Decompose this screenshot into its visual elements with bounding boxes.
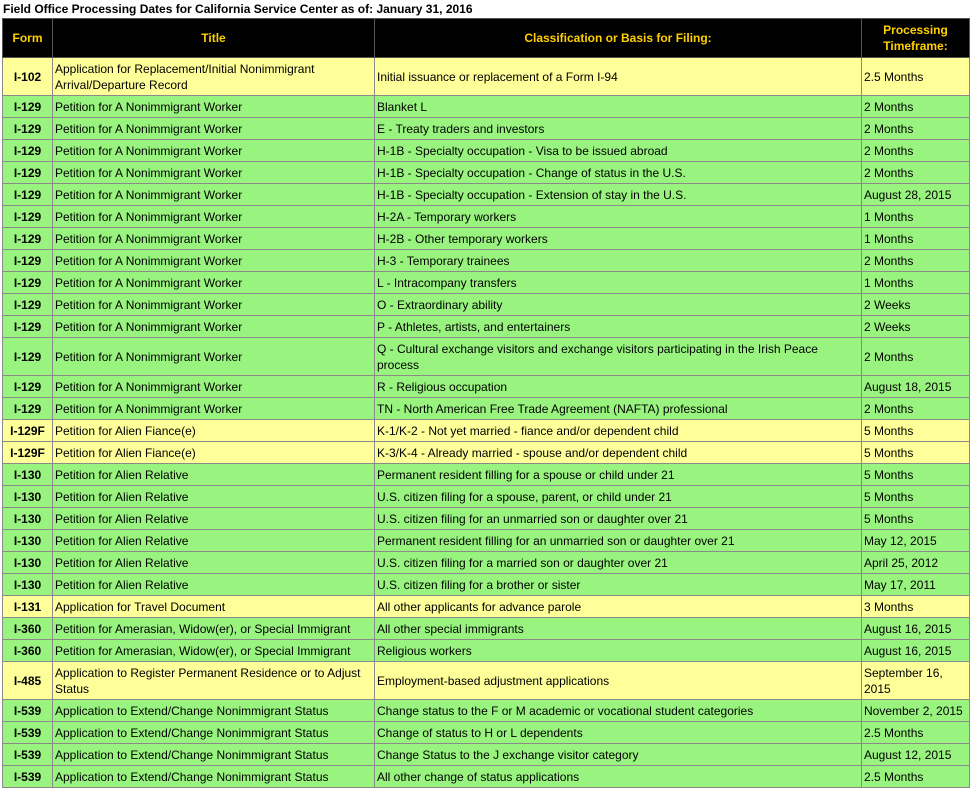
cell-timeframe: 2 Months [862,140,970,162]
cell-timeframe: May 12, 2015 [862,530,970,552]
cell-timeframe: August 16, 2015 [862,640,970,662]
cell-form: I-130 [3,552,53,574]
cell-timeframe: 2.5 Months [862,58,970,96]
table-row [3,96,970,118]
table-row [3,376,970,398]
table-row [3,58,970,96]
table-row [3,338,970,376]
cell-classification: Employment-based adjustment applications [375,662,862,700]
table-row [3,316,970,338]
cell-title: Petition for Alien Relative [53,464,375,486]
cell-timeframe: 2.5 Months [862,722,970,744]
table-row [3,206,970,228]
cell-form: I-129 [3,162,53,184]
cell-title: Petition for Amerasian, Widow(er), or Special Immigrant [53,640,375,662]
cell-timeframe: 2 Weeks [862,316,970,338]
cell-timeframe: August 16, 2015 [862,618,970,640]
cell-form: I-130 [3,574,53,596]
cell-timeframe: 3 Months [862,596,970,618]
table-body [3,58,970,788]
cell-title: Petition for Alien Relative [53,486,375,508]
cell-form: I-129 [3,206,53,228]
cell-timeframe: August 28, 2015 [862,184,970,206]
cell-timeframe: 1 Months [862,206,970,228]
cell-timeframe: September 16, 2015 [862,662,970,700]
cell-form: I-539 [3,722,53,744]
cell-timeframe: 5 Months [862,464,970,486]
cell-title: Application to Register Permanent Residence or to Adjust Status [53,662,375,700]
table-row [3,442,970,464]
cell-form: I-130 [3,464,53,486]
cell-classification: All other change of status applications [375,766,862,788]
table-row [3,596,970,618]
table-header-row [3,19,970,58]
cell-classification: P - Athletes, artists, and entertainers [375,316,862,338]
cell-form: I-129 [3,228,53,250]
cell-title: Petition for Alien Relative [53,508,375,530]
cell-title: Petition for Alien Fiance(e) [53,442,375,464]
cell-title: Application to Extend/Change Nonimmigrant Status [53,722,375,744]
cell-title: Petition for Alien Relative [53,530,375,552]
cell-form: I-102 [3,58,53,96]
cell-timeframe: May 17, 2011 [862,574,970,596]
cell-classification: O - Extraordinary ability [375,294,862,316]
table-row [3,118,970,140]
cell-title: Petition for A Nonimmigrant Worker [53,398,375,420]
table-row [3,486,970,508]
cell-timeframe: 1 Months [862,228,970,250]
table-row [3,766,970,788]
cell-classification: H-1B - Specialty occupation - Extension of stay in the U.S. [375,184,862,206]
cell-form: I-129 [3,338,53,376]
cell-title: Petition for Alien Relative [53,574,375,596]
cell-timeframe: 2 Months [862,118,970,140]
cell-timeframe: November 2, 2015 [862,700,970,722]
table-row [3,272,970,294]
cell-form: I-130 [3,508,53,530]
table-row [3,228,970,250]
cell-title: Petition for A Nonimmigrant Worker [53,184,375,206]
cell-classification: E - Treaty traders and investors [375,118,862,140]
table-row [3,700,970,722]
cell-title: Application for Replacement/Initial Nonimmigrant Arrival/Departure Record [53,58,375,96]
cell-timeframe: August 12, 2015 [862,744,970,766]
cell-timeframe: 2 Months [862,338,970,376]
header-timeframe: Processing Timeframe: [862,19,970,58]
table-row [3,552,970,574]
table-row [3,162,970,184]
cell-title: Petition for A Nonimmigrant Worker [53,272,375,294]
cell-form: I-129F [3,442,53,464]
table-row [3,722,970,744]
cell-classification: R - Religious occupation [375,376,862,398]
cell-timeframe: 5 Months [862,486,970,508]
header-form: Form [3,19,53,58]
table-row [3,508,970,530]
table-row [3,140,970,162]
cell-classification: H-2B - Other temporary workers [375,228,862,250]
cell-form: I-131 [3,596,53,618]
cell-classification: U.S. citizen filing for a married son or daughter over 21 [375,552,862,574]
cell-classification: U.S. citizen filing for a brother or sister [375,574,862,596]
table-row [3,250,970,272]
cell-timeframe: 1 Months [862,272,970,294]
cell-classification: K-1/K-2 - Not yet married - fiance and/or dependent child [375,420,862,442]
cell-title: Petition for A Nonimmigrant Worker [53,228,375,250]
cell-classification: Change status to the F or M academic or vocational student categories [375,700,862,722]
cell-timeframe: 2.5 Months [862,766,970,788]
cell-classification: Change Status to the J exchange visitor category [375,744,862,766]
cell-form: I-130 [3,530,53,552]
cell-form: I-360 [3,640,53,662]
cell-timeframe: 2 Months [862,250,970,272]
header-classification: Classification or Basis for Filing: [375,19,862,58]
cell-timeframe: 2 Months [862,162,970,184]
cell-title: Petition for Alien Fiance(e) [53,420,375,442]
table-row [3,294,970,316]
cell-form: I-129F [3,420,53,442]
cell-title: Petition for A Nonimmigrant Worker [53,140,375,162]
table-row [3,420,970,442]
page-caption: Field Office Processing Dates for California Service Center as of: January 31, 2016 [3,2,473,16]
cell-classification: All other special immigrants [375,618,862,640]
cell-title: Application to Extend/Change Nonimmigrant Status [53,744,375,766]
table-row [3,574,970,596]
cell-classification: TN - North American Free Trade Agreement (NAFTA) professional [375,398,862,420]
cell-timeframe: 5 Months [862,420,970,442]
cell-form: I-485 [3,662,53,700]
cell-form: I-129 [3,250,53,272]
cell-form: I-129 [3,376,53,398]
cell-classification: Permanent resident filling for a spouse or child under 21 [375,464,862,486]
cell-classification: H-1B - Specialty occupation - Change of status in the U.S. [375,162,862,184]
cell-title: Application to Extend/Change Nonimmigrant Status [53,766,375,788]
cell-classification: U.S. citizen filing for an unmarried son or daughter over 21 [375,508,862,530]
cell-classification: L - Intracompany transfers [375,272,862,294]
cell-classification: All other applicants for advance parole [375,596,862,618]
cell-title: Petition for A Nonimmigrant Worker [53,96,375,118]
header-title: Title [53,19,375,58]
cell-classification: H-1B - Specialty occupation - Visa to be issued abroad [375,140,862,162]
table-row [3,184,970,206]
cell-title: Application for Travel Document [53,596,375,618]
cell-form: I-539 [3,700,53,722]
cell-classification: Religious workers [375,640,862,662]
cell-classification: U.S. citizen filing for a spouse, parent, or child under 21 [375,486,862,508]
cell-title: Petition for A Nonimmigrant Worker [53,118,375,140]
cell-timeframe: 2 Months [862,96,970,118]
cell-timeframe: 5 Months [862,442,970,464]
cell-form: I-129 [3,96,53,118]
table-row [3,618,970,640]
cell-title: Petition for A Nonimmigrant Worker [53,338,375,376]
cell-classification: H-2A - Temporary workers [375,206,862,228]
cell-title: Petition for A Nonimmigrant Worker [53,376,375,398]
cell-form: I-129 [3,316,53,338]
table-row [3,464,970,486]
cell-form: I-129 [3,184,53,206]
cell-title: Petition for A Nonimmigrant Worker [53,206,375,228]
table-row [3,398,970,420]
cell-title: Petition for Alien Relative [53,552,375,574]
cell-title: Petition for Amerasian, Widow(er), or Special Immigrant [53,618,375,640]
cell-classification: Permanent resident filling for an unmarried son or daughter over 21 [375,530,862,552]
cell-classification: Blanket L [375,96,862,118]
cell-timeframe: April 25, 2012 [862,552,970,574]
cell-timeframe: August 18, 2015 [862,376,970,398]
cell-form: I-539 [3,744,53,766]
cell-classification: Initial issuance or replacement of a Form I-94 [375,58,862,96]
cell-form: I-129 [3,294,53,316]
cell-title: Petition for A Nonimmigrant Worker [53,250,375,272]
table-row [3,640,970,662]
processing-dates-table [2,18,970,788]
cell-timeframe: 2 Weeks [862,294,970,316]
cell-timeframe: 2 Months [862,398,970,420]
cell-timeframe: 5 Months [862,508,970,530]
cell-form: I-129 [3,272,53,294]
table-row [3,744,970,766]
cell-form: I-129 [3,398,53,420]
cell-classification: Q - Cultural exchange visitors and exchange visitors participating in the Irish Peace process [375,338,862,376]
cell-classification: H-3 - Temporary trainees [375,250,862,272]
cell-title: Petition for A Nonimmigrant Worker [53,162,375,184]
cell-title: Application to Extend/Change Nonimmigrant Status [53,700,375,722]
table-row [3,530,970,552]
cell-form: I-129 [3,140,53,162]
table-row [3,662,970,700]
cell-form: I-539 [3,766,53,788]
cell-form: I-129 [3,118,53,140]
cell-title: Petition for A Nonimmigrant Worker [53,316,375,338]
cell-form: I-130 [3,486,53,508]
cell-classification: Change of status to H or L dependents [375,722,862,744]
cell-form: I-360 [3,618,53,640]
cell-classification: K-3/K-4 - Already married - spouse and/or dependent child [375,442,862,464]
cell-title: Petition for A Nonimmigrant Worker [53,294,375,316]
